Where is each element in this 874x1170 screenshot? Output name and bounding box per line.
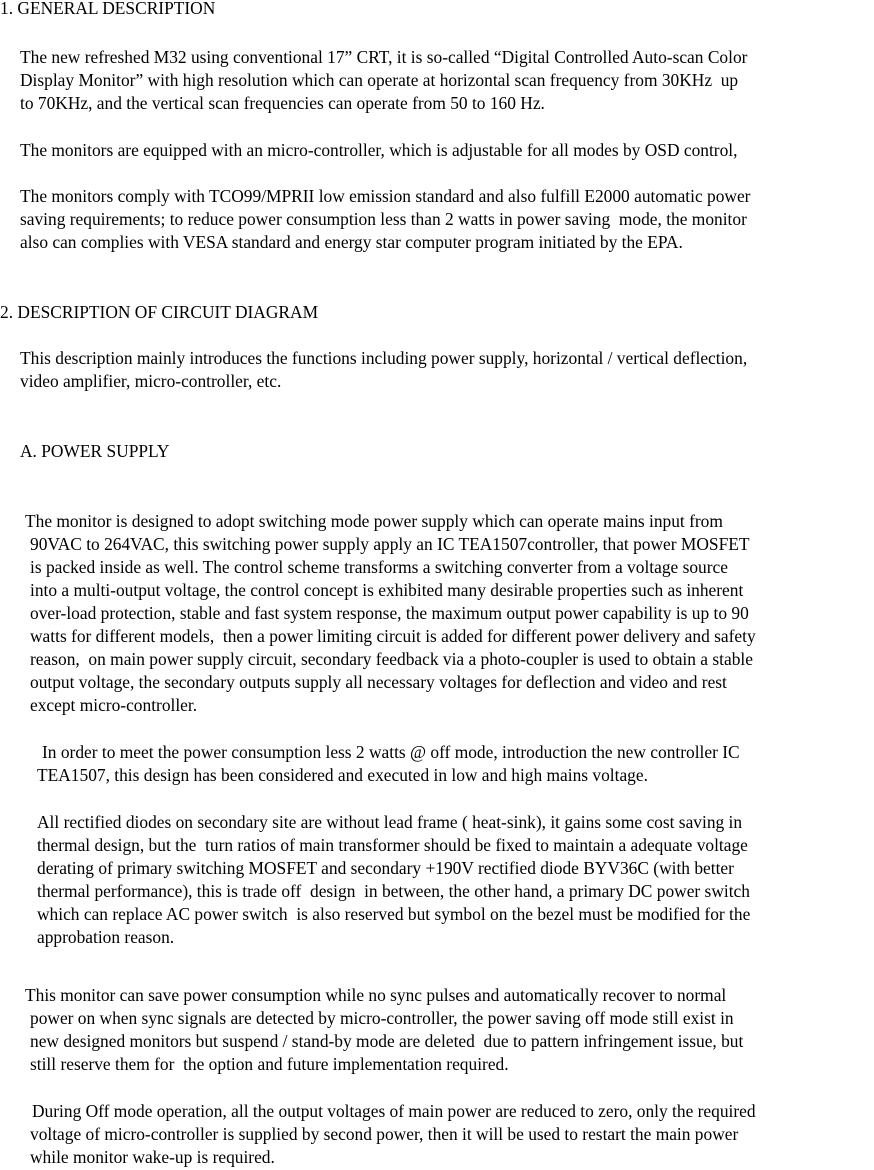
text-line: power on when sync signals are detected by micro-controller, the power saving off mode still exist in	[30, 1008, 734, 1028]
text-line: voltage of micro-controller is supplied by second power, then it will be used to restart the main power	[30, 1124, 739, 1144]
text-line: The monitor is designed to adopt switching mode power supply which can operate mains input from	[25, 511, 723, 531]
text-line: into a multi-output voltage, the control concept is exhibited many desirable properties such as inherent	[30, 580, 744, 600]
text-line: The new refreshed M32 using conventional 17” CRT, it is so-called “Digital Controlled Auto-scan Color	[20, 47, 748, 67]
text-line: also can complies with VESA standard and energy star computer program initiated by the EPA.	[20, 232, 683, 252]
text-line: The monitors comply with TCO99/MPRII low emission standard and also fulfill E2000 automatic power	[20, 186, 751, 206]
text-line: output voltage, the secondary outputs supply all necessary voltages for deflection and video and rest	[30, 672, 727, 692]
text-line: During Off mode operation, all the output voltages of main power are reduced to zero, only the required	[32, 1101, 756, 1121]
text-line: to 70KHz, and the vertical scan frequencies can operate from 50 to 160 Hz.	[20, 93, 545, 113]
power-supply-subheading: A. POWER SUPPLY	[20, 441, 170, 461]
text-line: while monitor wake-up is required.	[30, 1147, 275, 1167]
text-line: watts for different models, then a power limiting circuit is added for different power delivery and safety	[30, 626, 756, 646]
text-line: All rectified diodes on secondary site are without lead frame ( heat-sink), it gains some cost saving in	[37, 812, 743, 832]
text-line: This monitor can save power consumption while no sync pulses and automatically recover to normal	[25, 985, 727, 1005]
text-line: new designed monitors but suspend / stand-by mode are deleted due to pattern infringement issue, but	[30, 1031, 744, 1051]
text-line: Display Monitor” with high resolution which can operate at horizontal scan frequency from 30KHz up	[20, 70, 739, 90]
text-line: reason, on main power supply circuit, secondary feedback via a photo-coupler is used to obtain a stable	[30, 649, 753, 669]
text-line: derating of primary switching MOSFET and secondary +190V rectified diode BYV36C (with better	[37, 858, 734, 878]
text-line: The monitors are equipped with an micro-controller, which is adjustable for all modes by OSD control,	[20, 140, 738, 160]
text-line: saving requirements; to reduce power consumption less than 2 watts in power saving mode, the monitor	[20, 209, 747, 229]
text-line: This description mainly introduces the functions including power supply, horizontal / vertical deflection,	[20, 348, 748, 368]
text-line: still reserve them for the option and future implementation required.	[30, 1054, 509, 1074]
text-line: is packed inside as well. The control scheme transforms a switching converter from a voltage source	[30, 557, 728, 577]
section-2-heading: 2. DESCRIPTION OF CIRCUIT DIAGRAM	[0, 302, 319, 322]
text-line: which can replace AC power switch is also reserved but symbol on the bezel must be modified for the	[37, 904, 751, 924]
text-line: except micro-controller.	[30, 695, 198, 715]
text-line: approbation reason.	[37, 927, 175, 947]
text-line: over-load protection, stable and fast system response, the maximum output power capability is up to 90	[30, 603, 749, 623]
text-line: video amplifier, micro-controller, etc.	[20, 371, 282, 391]
section-1-heading: 1. GENERAL DESCRIPTION	[0, 0, 216, 18]
text-line: In order to meet the power consumption less 2 watts @ off mode, introduction the new controller IC	[42, 742, 740, 762]
text-line: thermal design, but the turn ratios of main transformer should be fixed to maintain a adequate voltage	[37, 835, 748, 855]
text-line: 90VAC to 264VAC, this switching power supply apply an IC TEA1507controller, that power MOSFET	[30, 534, 750, 554]
text-line: TEA1507, this design has been considered and executed in low and high mains voltage.	[37, 765, 648, 785]
text-line: thermal performance), this is trade off design in between, the other hand, a primary DC power switch	[37, 881, 750, 901]
